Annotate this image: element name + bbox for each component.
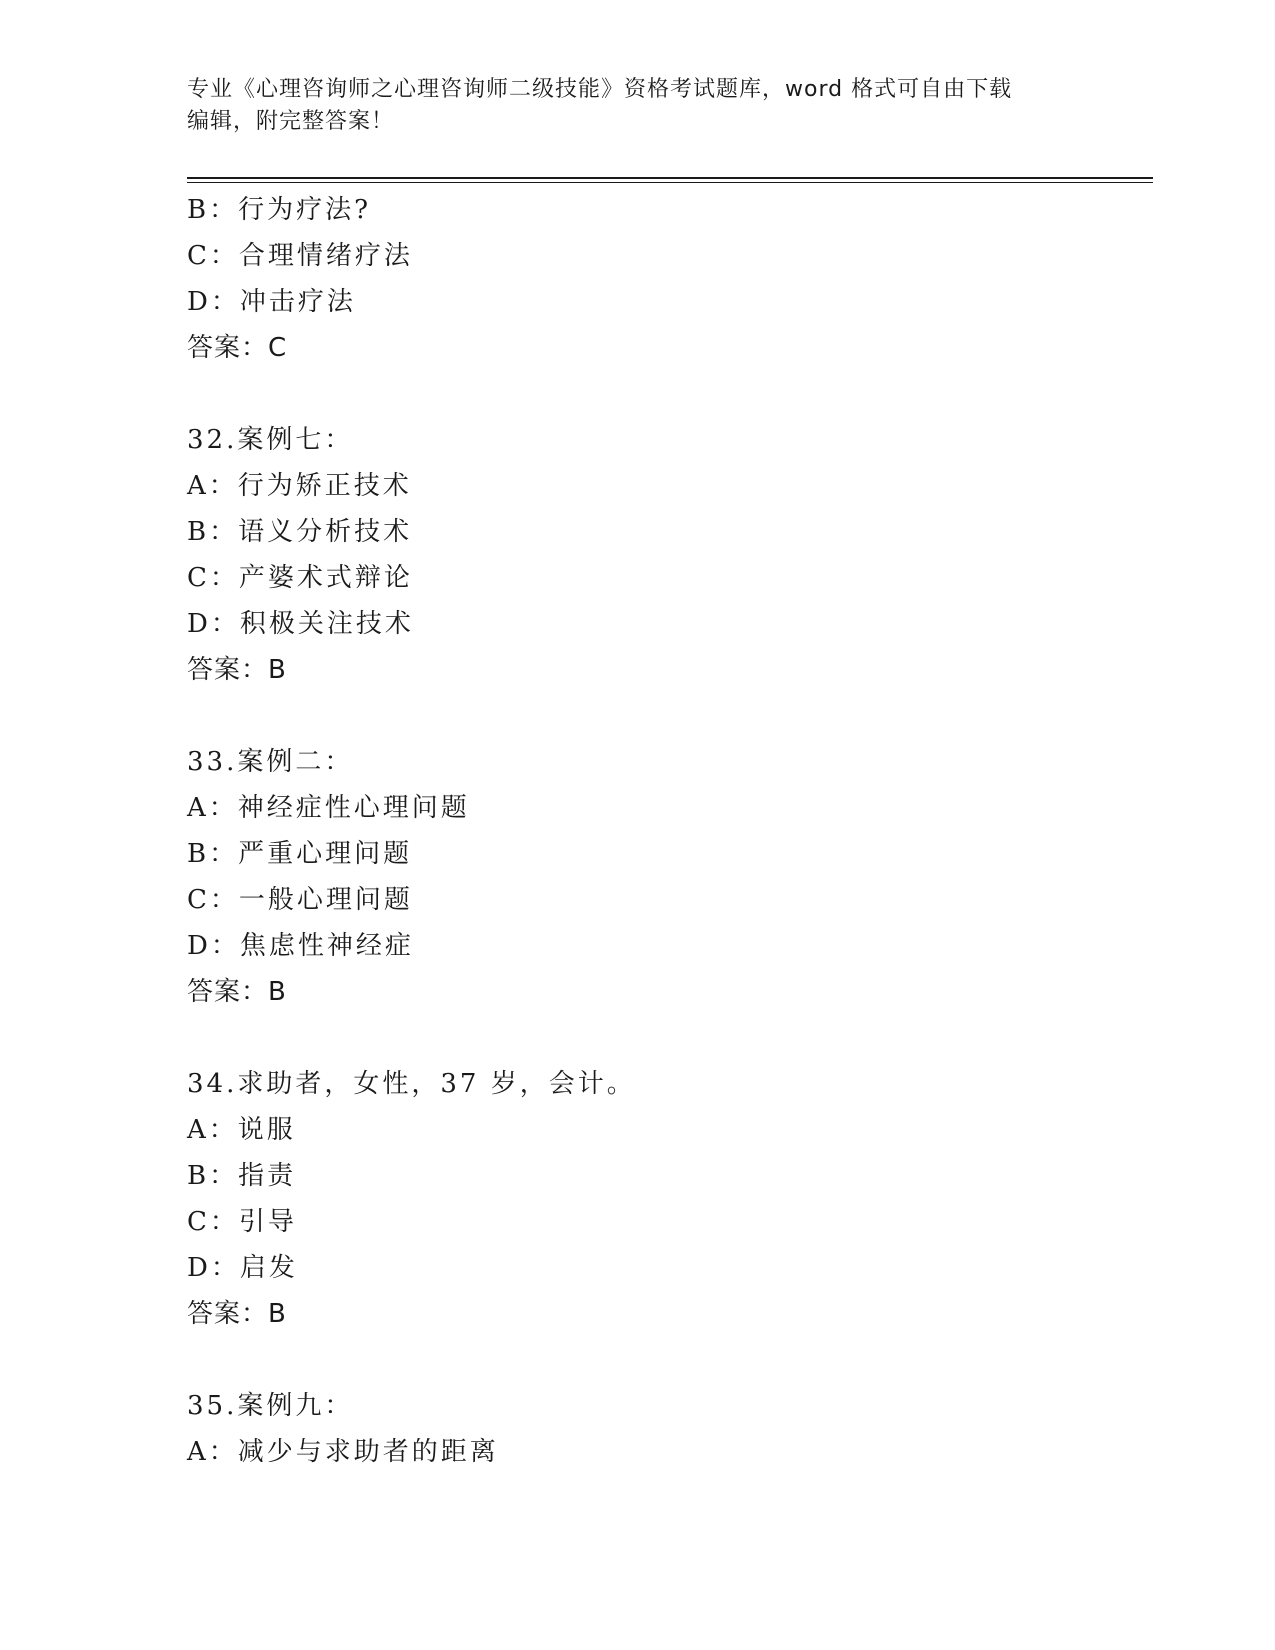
option-b: B：指责 (187, 1161, 297, 1191)
header-rule-thin (187, 182, 1153, 183)
option-a: A：说服 (187, 1115, 296, 1145)
question-partial (187, 187, 1153, 371)
option-b: B：严重心理问题 (187, 839, 413, 869)
option-c: C：一般心理问题 (187, 885, 413, 915)
option-a: A：神经症性心理问题 (187, 793, 470, 823)
question-title: 34.求助者，女性，37 岁，会计。 (187, 1069, 636, 1099)
header-line-2: 编辑，附完整答案！ (187, 109, 395, 134)
option-a: A：减少与求助者的距离 (187, 1437, 499, 1467)
question-title: 33.案例二： (187, 747, 354, 777)
option-b: B：行为疗法? (187, 195, 372, 225)
answer: 答案：B (187, 977, 287, 1007)
question-33 (187, 739, 1153, 1015)
question-title: 32.案例七： (187, 425, 354, 455)
option-d: D：焦虑性神经症 (187, 931, 414, 961)
question-title: 35.案例九： (187, 1391, 354, 1421)
header-rule-thick (187, 177, 1153, 179)
question-34 (187, 1061, 1153, 1337)
option-c: C：合理情绪疗法 (187, 241, 413, 271)
question-32 (187, 417, 1153, 693)
option-d: D：冲击疗法 (187, 287, 356, 317)
answer: 答案：B (187, 1299, 287, 1329)
answer: 答案：B (187, 655, 287, 685)
option-b: B：语义分析技术 (187, 517, 413, 547)
option-c: C：产婆术式辩论 (187, 563, 413, 593)
question-list (187, 187, 1153, 1475)
answer: 答案：C (187, 333, 288, 363)
option-d: D：启发 (187, 1253, 298, 1283)
header-line-1: 专业《心理咨询师之心理咨询师二级技能》资格考试题库，word 格式可自由下载 (187, 77, 1013, 102)
option-d: D：积极关注技术 (187, 609, 414, 639)
option-a: A：行为矫正技术 (187, 471, 412, 501)
question-35 (187, 1383, 1153, 1475)
option-c: C：引导 (187, 1207, 297, 1237)
document-header (187, 74, 1067, 138)
